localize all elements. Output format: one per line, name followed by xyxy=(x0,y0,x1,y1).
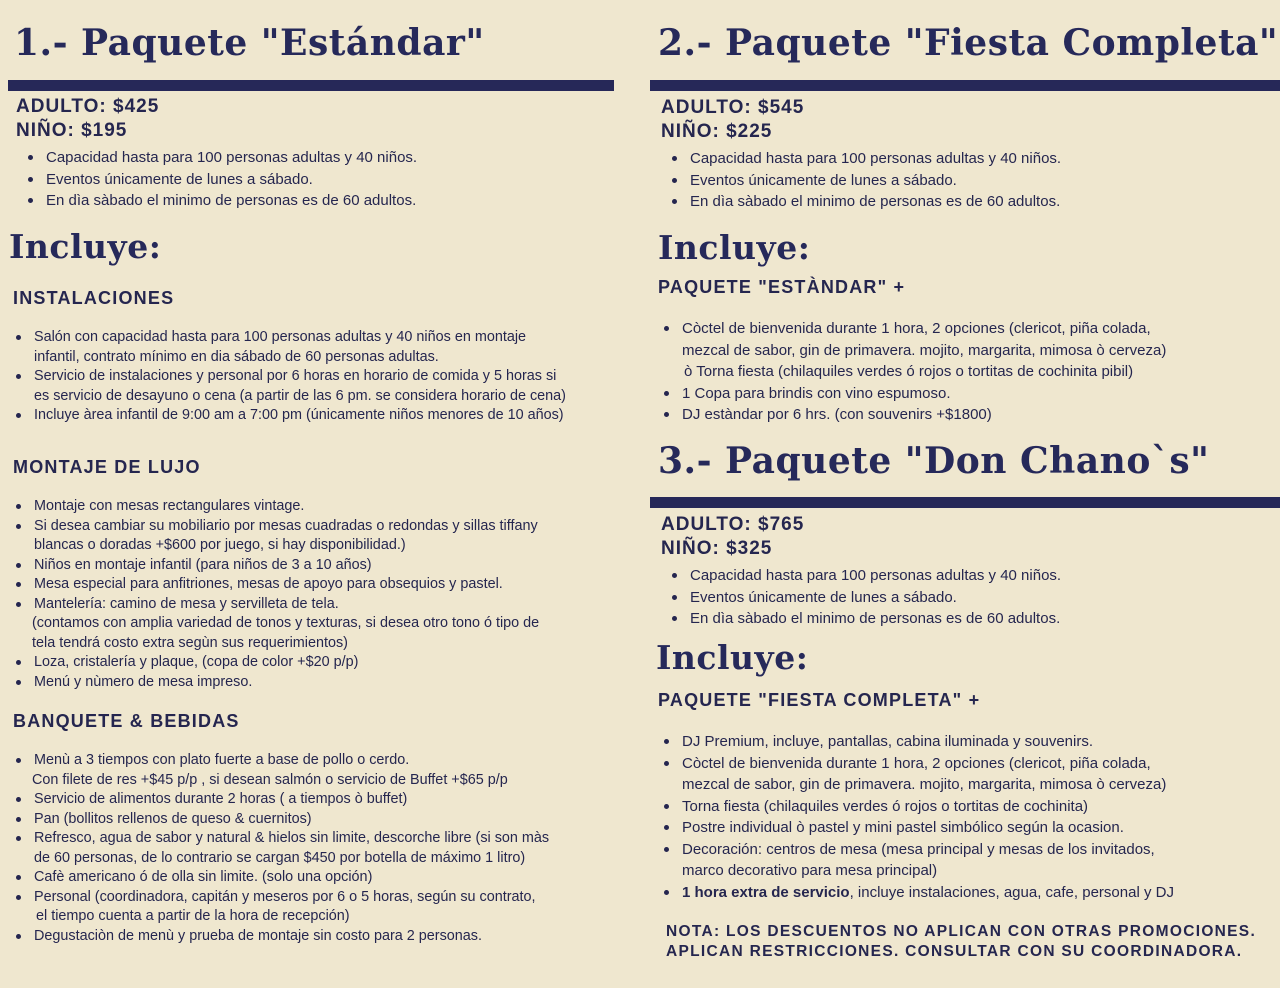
list-item: Cafè americano ó de olla sin limite. (solo una opción) xyxy=(12,868,549,888)
list-item: En dìa sàbado el minimo de personas es de 60 adultos. xyxy=(668,608,1061,630)
list-item: Servicio de alimentos durante 2 horas ( a tiempos ò buffet) xyxy=(12,790,549,810)
list-item: Capacidad hasta para 100 personas adultas y 40 niños. xyxy=(668,565,1061,587)
paquete3-title: 3.- Paquete "Don Chano`s" xyxy=(658,440,1210,482)
list-item: Eventos únicamente de lunes a sábado. xyxy=(24,169,417,191)
list-item: Decoración: centros de mesa (mesa principal y mesas de los invitados, marco decorativo para mesa principal) xyxy=(660,839,1174,882)
list-item: Montaje con mesas rectangulares vintage. xyxy=(12,497,539,517)
list-item: Loza, cristalería y plaque, (copa de color +$20 p/p) xyxy=(12,653,539,673)
list-item: Degustaciòn de menù y prueba de montaje sin costo para 2 personas. xyxy=(12,927,549,947)
list-item: Si desea cambiar su mobiliario por mesas cuadradas o redondas y sillas tiffany blancas o doradas +$600 por juego, si hay disponibilidad.) xyxy=(12,517,539,556)
list-item: Niños en montaje infantil (para niños de 3 a 10 años) xyxy=(12,556,539,576)
list-item: En dìa sàbado el minimo de personas es de 60 adultos. xyxy=(668,191,1061,213)
nota-line-1: NOTA: LOS DESCUENTOS NO APLICAN CON OTRAS PROMOCIONES. xyxy=(666,923,1257,940)
montaje-list xyxy=(12,497,539,692)
list-item: DJ estàndar por 6 hrs. (con souvenirs +$1800) xyxy=(660,404,1166,426)
paquete3-prices xyxy=(661,513,804,561)
paquete1-title: 1.- Paquete "Estándar" xyxy=(14,22,485,64)
paquete1-incluye: Incluye: xyxy=(9,227,162,266)
banquete-heading: BANQUETE & BEBIDAS xyxy=(13,711,240,731)
list-item: Menù a 3 tiempos con plato fuerte a base de pollo o cerdo. Con filete de res +$45 p/p , si desean salmón o servicio de Buffet +$65 p/p xyxy=(12,751,549,790)
paquete2-prices xyxy=(661,96,804,144)
list-item: Refresco, agua de sabor y natural & hielos sin limite, descorche libre (si son màs de 60 personas, de lo contrario se cargan $450 por botella de máximo 1 litro) xyxy=(12,829,549,868)
paquete1-divider xyxy=(8,80,614,91)
list-item: Còctel de bienvenida durante 1 hora, 2 opciones (clericot, piña colada, mezcal de sabor, gin de primavera. mojito, margarita, mimosa ò cerveza) ò Torna fiesta (chilaquiles verdes ó rojos o tortitas de cochinita pibil) xyxy=(660,318,1166,383)
paquete1-adulto: ADULTO: $425 xyxy=(16,96,160,117)
paquete2-adulto: ADULTO: $545 xyxy=(661,97,805,118)
paquete3-sub-heading: PAQUETE "FIESTA COMPLETA" + xyxy=(658,690,981,710)
list-item: Pan (bollitos rellenos de queso & cuernitos) xyxy=(12,810,549,830)
list-item: Capacidad hasta para 100 personas adultas y 40 niños. xyxy=(24,147,417,169)
banquete-list xyxy=(12,751,549,946)
list-item: Servicio de instalaciones y personal por 6 horas en horario de comida y 5 horas si es servicio de desayuno o cena (a partir de las 6 pm. se considera horario de cena) xyxy=(12,367,566,406)
list-item: Salón con capacidad hasta para 100 personas adultas y 40 niños en montaje infantil, contrato mínimo en dia sábado de 60 personas adultas. xyxy=(12,328,566,367)
list-item: DJ Premium, incluye, pantallas, cabina iluminada y souvenirs. xyxy=(660,731,1174,753)
paquete3-nino: NIÑO: $325 xyxy=(661,538,773,559)
paquete3-incluye: Incluye: xyxy=(656,638,809,677)
extra-hour-label: 1 hora extra de servicio xyxy=(682,883,850,901)
list-item: Eventos únicamente de lunes a sábado. xyxy=(668,587,1061,609)
list-item: Mantelería: camino de mesa y servilleta de tela. (contamos con amplia variedad de tonos y texturas, si desea otro tono ó tipo de tela tendrá costo extra segùn sus requerimientos) xyxy=(12,595,539,654)
montaje-heading: MONTAJE DE LUJO xyxy=(13,457,201,477)
list-item: Eventos únicamente de lunes a sábado. xyxy=(668,170,1061,192)
list-item: Torna fiesta (chilaquiles verdes ó rojos o tortitas de cochinita) xyxy=(660,796,1174,818)
paquete1-prices xyxy=(16,95,159,143)
list-item: Postre individual ò pastel y mini pastel simbólico según la ocasion. xyxy=(660,817,1174,839)
list-item: Personal (coordinadora, capitán y meseros por 6 o 5 horas, según su contrato, el tiempo cuenta a partir de la hora de recepción) xyxy=(12,888,549,927)
paquete2-bullets xyxy=(668,148,1061,213)
list-item: Incluye àrea infantil de 9:00 am a 7:00 pm (únicamente niños menores de 10 años) xyxy=(12,406,566,426)
instalaciones-list xyxy=(12,328,566,426)
instalaciones-heading: INSTALACIONES xyxy=(13,288,175,308)
paquete3-divider xyxy=(650,497,1280,508)
list-item: Capacidad hasta para 100 personas adultas y 40 niños. xyxy=(668,148,1061,170)
list-item: Mesa especial para anfitriones, mesas de apoyo para obsequios y pastel. xyxy=(12,575,539,595)
paquete2-sub-heading: PAQUETE "ESTÀNDAR" + xyxy=(658,277,906,297)
paquete2-nino: NIÑO: $225 xyxy=(661,121,773,142)
paquete1-bullets xyxy=(24,147,417,212)
paquete2-divider xyxy=(650,80,1280,91)
paquete1-nino: NIÑO: $195 xyxy=(16,120,128,141)
nota xyxy=(666,922,1256,962)
list-item: Menú y nùmero de mesa impreso. xyxy=(12,673,539,693)
list-item: 1 Copa para brindis con vino espumoso. xyxy=(660,383,1166,405)
paquete3-adulto: ADULTO: $765 xyxy=(661,514,805,535)
paquete3-list xyxy=(660,731,1174,903)
paquete3-bullets xyxy=(668,565,1061,630)
nota-line-2: APLICAN RESTRICCIONES. CONSULTAR CON SU COORDINADORA. xyxy=(666,943,1243,960)
list-item: 1 hora extra de servicio, incluye instalaciones, agua, cafe, personal y DJ xyxy=(660,882,1174,904)
paquete2-list xyxy=(660,318,1166,426)
paquete2-incluye: Incluye: xyxy=(658,228,811,267)
paquete2-title: 2.- Paquete "Fiesta Completa" xyxy=(658,22,1279,64)
list-item: Còctel de bienvenida durante 1 hora, 2 opciones (clericot, piña colada, mezcal de sabor, gin de primavera. mojito, margarita, mimosa ò cerveza) xyxy=(660,753,1174,796)
list-item: En dìa sàbado el minimo de personas es de 60 adultos. xyxy=(24,190,417,212)
